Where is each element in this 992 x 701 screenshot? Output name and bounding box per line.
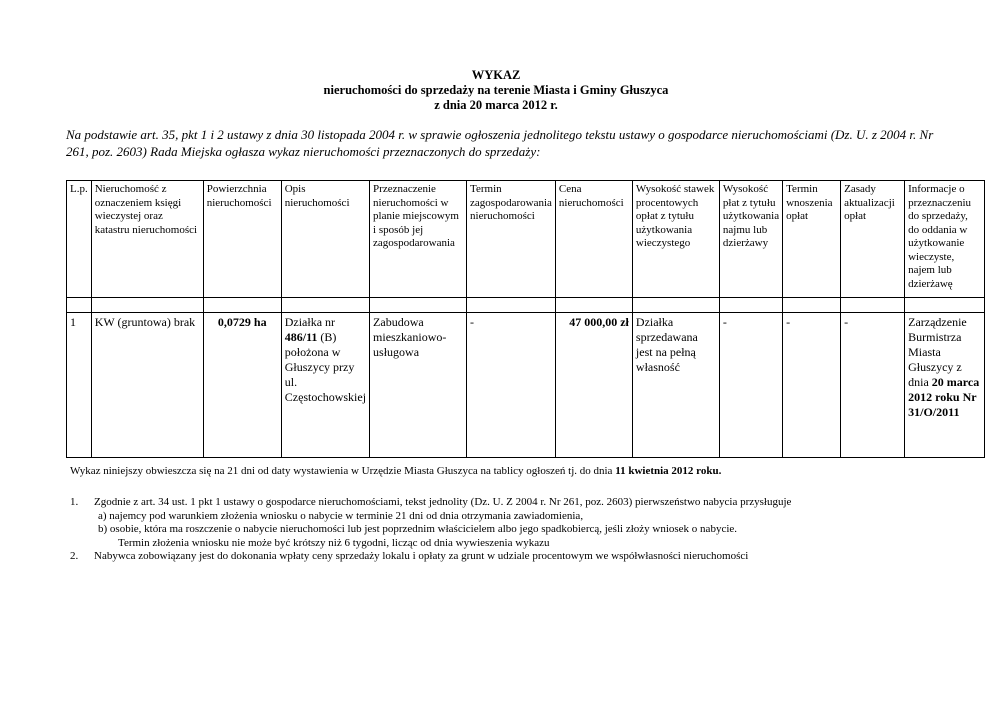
header-termin-wnoszenia: Termin wnoszenia opłat	[783, 181, 841, 298]
property-table	[66, 180, 985, 458]
cell-zasady: -	[841, 313, 905, 458]
spacer-cell	[719, 298, 782, 313]
spacer-cell	[370, 298, 467, 313]
header-powierzchnia: Powierzchnia nieruchomości	[203, 181, 281, 298]
header-wysokosc-stawek: Wysokość stawek procentowych opłat z tytułu użytkowania wieczystego	[632, 181, 719, 298]
spacer-cell	[783, 298, 841, 313]
header-lp: L.p.	[67, 181, 92, 298]
notice-date: 11 kwietnia 2012 roku.	[615, 465, 722, 477]
note-text: Zgodnie z art. 34 ust. 1 pkt 1 ustawy o gospodarce nieruchomościami, tekst jednolity (Dz. U. Z 2004 r. Nr 261, poz. 2603) pierwszeństwo nabycia przysługuje	[94, 496, 792, 508]
spacer-cell	[555, 298, 632, 313]
note-number: 2.	[70, 550, 79, 562]
spacer-cell	[281, 298, 369, 313]
note-sub-b: b) osobie, która ma roszczenie o nabycie nieruchomości lub jest poprzednim właścicielem albo jego spadkobiercą, jeśli złoży wniosek o nabycie.	[98, 523, 738, 535]
title-line-3: z dnia 20 marca 2012 r.	[434, 98, 558, 112]
spacer-cell	[905, 298, 985, 313]
title-line-1: WYKAZ	[471, 68, 521, 82]
header-przeznaczenie: Przeznaczenie nieruchomości w planie miejscowym i sposób jej zagospodarowania	[370, 181, 467, 298]
notice-body: Wykaz niniejszy obwieszcza się na 21 dni od daty wystawienia w Urzędzie Miasta Głuszyca na tablicy ogłoszeń tj. do dnia	[70, 465, 613, 477]
title-line-2: nieruchomości do sprzedaży na terenie Miasta i Gminy Głuszyca	[323, 83, 669, 97]
list-item	[70, 550, 950, 564]
header-nieruchomosc: Nieruchomość z oznaczeniem księgi wieczystej oraz katastru nieruchomości	[91, 181, 203, 298]
opis-pre: Działka nr	[284, 315, 336, 329]
header-termin: Termin zagospodarowania nieruchomości	[467, 181, 556, 298]
cell-wysokosc-plat: -	[719, 313, 782, 458]
cell-przeznaczenie: Zabudowa mieszkaniowo-usługowa	[370, 313, 467, 458]
note-text: Nabywca zobowiązany jest do dokonania wpłaty ceny sprzedaży lokalu i opłaty za grunt w udziale procentowym we współwłasności nieruchomości	[94, 550, 749, 562]
notes-list	[70, 496, 950, 564]
list-item	[70, 496, 950, 510]
document-title	[0, 68, 992, 113]
spacer-cell	[632, 298, 719, 313]
intro-paragraph: Na podstawie art. 35, pkt 1 i 2 ustawy z dnia 30 listopada 2004 r. w sprawie ogłoszenia jednolitego tekstu ustawy o gospodarce nieruchomościami (Dz. U. z 2004 r. Nr 261, poz. 2603) Rada Miejska ogłasza wykaz nieruchomości przeznaczonych do sprzedaży:	[66, 127, 934, 159]
table-spacer-row	[67, 298, 985, 313]
cell-lp: 1	[67, 313, 92, 458]
cell-informacje	[905, 313, 985, 458]
spacer-cell	[467, 298, 556, 313]
cell-powierzchnia: 0,0729 ha	[203, 313, 281, 458]
spacer-cell	[67, 298, 92, 313]
header-zasady: Zasady aktualizacji opłat	[841, 181, 905, 298]
cell-termin-wnoszenia: -	[783, 313, 841, 458]
spacer-cell	[841, 298, 905, 313]
header-opis: Opis nieruchomości	[281, 181, 369, 298]
header-wysokosc-plat: Wysokość płat z tytułu użytkowania najmu lub dzierżawy	[719, 181, 782, 298]
note-number: 1.	[70, 496, 79, 508]
table-header-row	[67, 181, 985, 298]
info-bold: 20 marca 2012 roku Nr 31/O/2011	[908, 375, 980, 419]
note-sub-a: a) najemcy pod warunkiem złożenia wniosku o nabycie w terminie 21 dni od dnia otrzymania zawiadomienia,	[98, 509, 584, 522]
table-row	[67, 313, 985, 458]
opis-post: (B) położona w Głuszycy przy ul. Częstochowskiej	[284, 330, 367, 404]
note-sub-c: Termin złożenia wniosku nie może być krótszy niż 6 tygodni, licząc od dnia wywieszenia wykazu	[118, 536, 550, 549]
cell-nieruchomosc: KW (gruntowa) brak	[91, 313, 203, 458]
notice-text	[70, 465, 950, 478]
header-informacje: Informacje o przeznaczeniu do sprzedaży, do oddania w użytkowanie wieczyste, najem lub dzierżawę	[905, 181, 985, 298]
cell-termin: -	[467, 313, 556, 458]
info-pre: Zarządzenie Burmistrza Miasta Głuszycy z dnia	[908, 315, 967, 389]
cell-wysokosc-stawek: Działka sprzedawana jest na pełną własność	[632, 313, 719, 458]
spacer-cell	[203, 298, 281, 313]
header-cena: Cena nieruchomości	[555, 181, 632, 298]
cell-cena: 47 000,00 zł	[555, 313, 632, 458]
spacer-cell	[91, 298, 203, 313]
cell-opis	[281, 313, 369, 458]
opis-nr: 486/11	[284, 330, 318, 344]
